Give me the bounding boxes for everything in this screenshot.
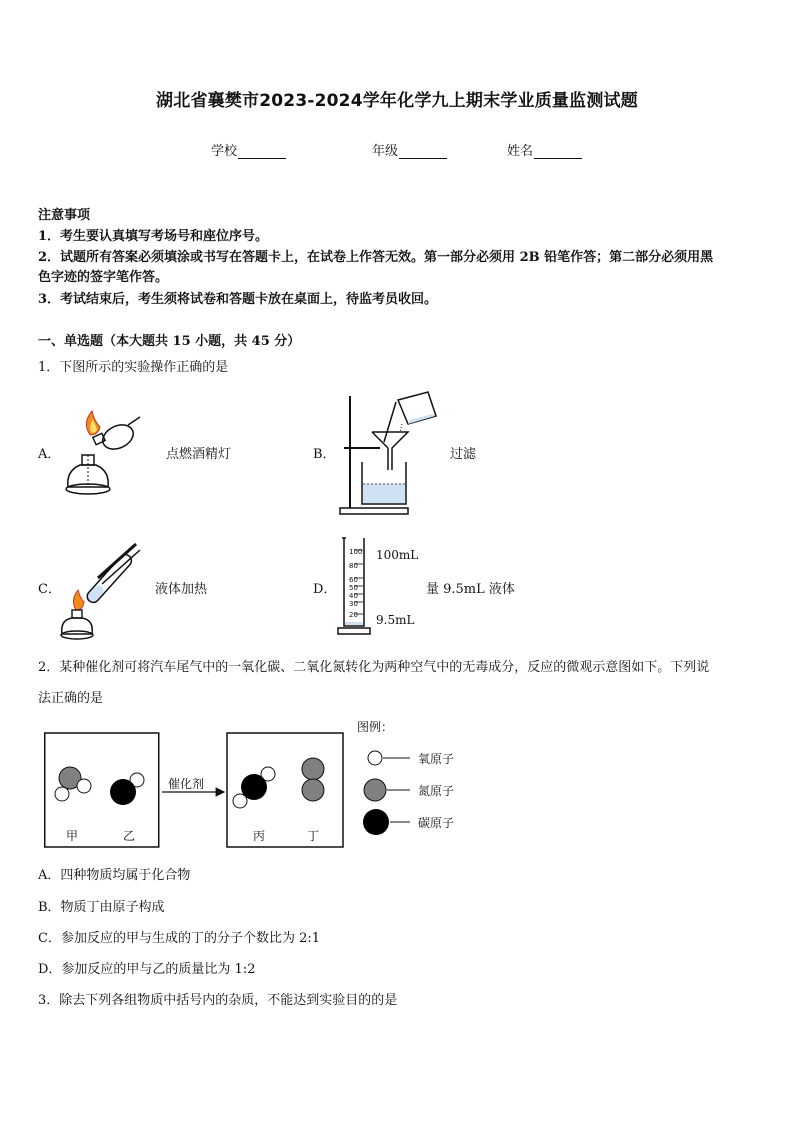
- box-label-bing: 丙: [253, 829, 266, 843]
- carbon-legend-icon: [363, 809, 389, 835]
- name-label: 姓名: [507, 144, 534, 159]
- filtration-apparatus-icon: [336, 392, 446, 517]
- legend-carbon: 碳原子: [418, 816, 455, 830]
- cylinder-bottom-label: 9.5mL: [376, 613, 415, 627]
- q1-option-c-caption: 液体加热: [155, 582, 208, 597]
- catalyst-label: 催化剂: [168, 777, 205, 791]
- tick-label: 50: [349, 584, 358, 592]
- q1-option-c-letter: C．: [38, 582, 61, 597]
- q2-option-b: B．物质丁由原子构成: [38, 900, 165, 915]
- q1-option-a-caption: 点燃酒精灯: [166, 447, 232, 462]
- tick-label: 20: [349, 611, 358, 619]
- q3-stem: 3．除去下列各组物质中括号内的杂质，不能达到实验目的的是: [38, 993, 398, 1008]
- oxygen-atom: [55, 787, 69, 801]
- name-blank[interactable]: [534, 146, 582, 159]
- grade-field[interactable]: [372, 140, 447, 159]
- box-label-jia: 甲: [66, 829, 79, 843]
- tick-label: 60: [349, 576, 358, 584]
- grade-label: 年级: [372, 144, 399, 159]
- nitrogen-atom: [302, 779, 324, 801]
- page-title: 湖北省襄樊市2023-2024学年化学九上期末学业质量监测试题: [156, 91, 638, 111]
- tick-label: 30: [349, 600, 358, 608]
- q1-option-d-caption: 量 9.5mL 液体: [426, 582, 515, 597]
- cylinder-ticks: [349, 548, 362, 619]
- q1-option-d-letter: D．: [313, 582, 337, 597]
- note-item: 色字迹的签字笔作答。: [38, 270, 169, 285]
- school-field[interactable]: [211, 140, 286, 159]
- q1-option-b-letter: B．: [313, 447, 336, 462]
- legend-nitrogen: 氮原子: [418, 784, 455, 798]
- box-label-yi: 乙: [123, 829, 136, 843]
- oxygen-atom: [77, 779, 91, 793]
- q2-option-a: A．四种物质均属于化合物: [38, 868, 191, 883]
- liquid-heating-icon: [58, 540, 158, 640]
- tick-label: 40: [349, 592, 358, 600]
- q2-stem: 2．某种催化剂可将汽车尾气中的一氧化碳、二氧化氮转化为两种空气中的无毒成分，反应的微观示意图如下。下列说: [38, 660, 710, 675]
- carbon-atom: [110, 779, 136, 805]
- q1-stem: 1．下图所示的实验操作正确的是: [38, 360, 229, 375]
- tick-label: 80: [349, 562, 358, 570]
- grade-blank[interactable]: [399, 146, 447, 159]
- nitrogen-legend-icon: [364, 779, 386, 801]
- q1-option-a-letter: A．: [38, 447, 61, 462]
- tick-label: 100: [349, 548, 363, 556]
- note-item: 1．考生要认真填写考场号和座位序号。: [38, 229, 269, 244]
- note-item: 2．试题所有答案必须填涂或书写在答题卡上，在试卷上作答无效。第一部分必须用 2B 铅笔作答；第二部分必须用黑: [38, 250, 714, 265]
- legend-symbols: [362, 742, 422, 842]
- q2-option-d: D．参加反应的甲与乙的质量比为 1:2: [38, 962, 256, 977]
- cylinder-top-label: 100mL: [376, 548, 419, 562]
- notes-heading: 注意事项: [38, 208, 91, 223]
- oxygen-atom: [233, 794, 247, 808]
- alcohol-lamp-lighting-icon: [58, 405, 168, 500]
- school-blank[interactable]: [238, 146, 286, 159]
- q1-option-b-caption: 过滤: [450, 447, 477, 462]
- q2-stem-cont: 法正确的是: [38, 691, 104, 706]
- box-label-ding: 丁: [307, 829, 320, 843]
- school-label: 学校: [211, 144, 238, 159]
- note-item: 3．考试结束后，考生须将试卷和答题卡放在桌面上，待监考员收回。: [38, 292, 438, 307]
- section-heading: 一、单选题（本大题共 15 小题，共 45 分）: [38, 334, 301, 349]
- name-field[interactable]: [507, 140, 582, 159]
- nitrogen-atom: [302, 758, 324, 780]
- oxygen-legend-icon: [368, 751, 382, 765]
- legend-oxygen: 氧原子: [418, 752, 455, 766]
- legend-title: 图例：: [357, 720, 394, 734]
- q2-option-c: C．参加反应的甲与生成的丁的分子个数比为 2:1: [38, 931, 321, 946]
